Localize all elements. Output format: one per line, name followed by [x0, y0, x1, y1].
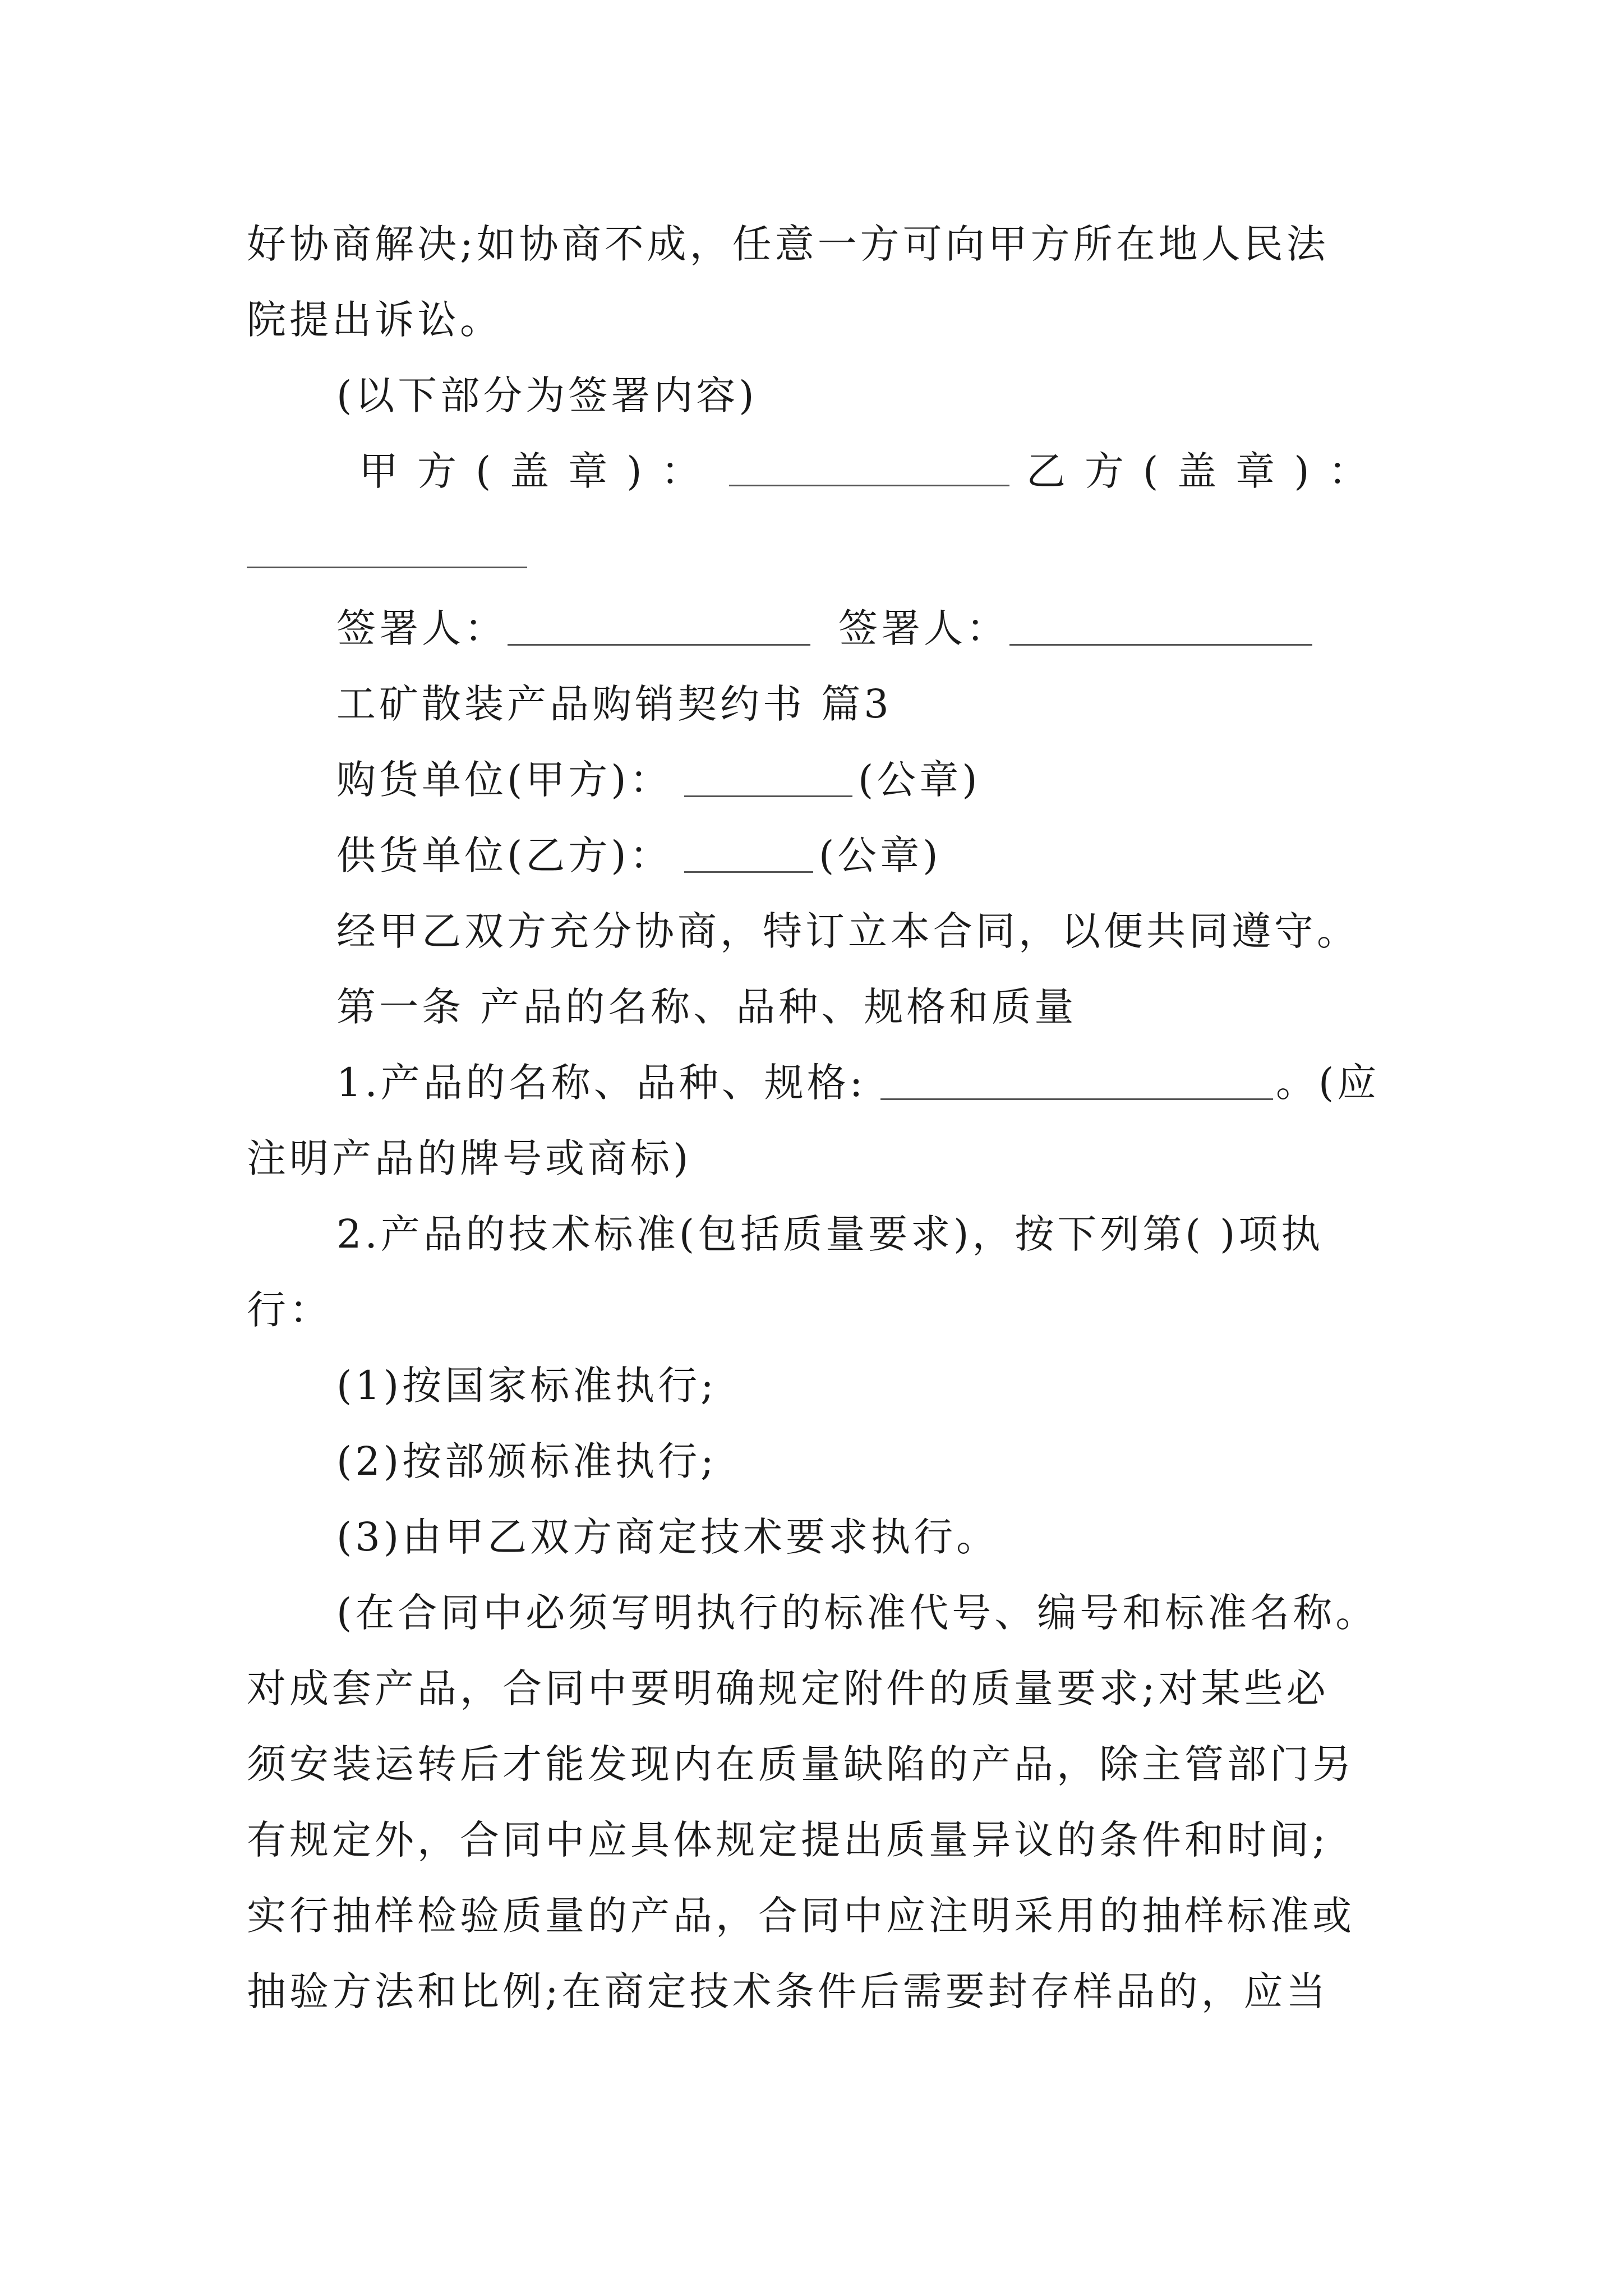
article-title: 第一条 产品的名称、品种、规格和质量	[336, 984, 1077, 1030]
list-item: (2)按部颁标准执行;	[336, 1438, 717, 1484]
paragraph-line: 须安装运转后才能发现内在质量缺陷的产品，除主管部门另	[247, 1741, 1355, 1787]
party-b-seal-label: 乙方(盖章)：	[1026, 448, 1387, 494]
buyer-blank	[684, 760, 852, 797]
supplier-blank	[684, 835, 813, 873]
paragraph-line: 经甲乙双方充分协商，特订立本合同，以便共同遵守。	[336, 908, 1359, 954]
paragraph-line: 行：	[247, 1287, 332, 1333]
signature-section-note: (以下部分为签署内容)	[336, 372, 758, 418]
party-a-seal-blank	[729, 449, 1009, 486]
paragraph-line: 抽验方法和比例;在商定技术条件后需要封存样品的，应当	[247, 1968, 1329, 2014]
paragraph-line: (在合同中必须写明执行的标准代号、编号和标准名称。	[336, 1590, 1378, 1636]
paragraph-line: 注明产品的牌号或商标)	[247, 1135, 692, 1181]
list-item: (1)按国家标准执行;	[336, 1363, 717, 1409]
paragraph-line: 院提出诉讼。	[247, 297, 502, 343]
signer-a-blank	[508, 608, 810, 646]
supplier-label: 供货单位(乙方)：	[336, 832, 672, 878]
signer-b-blank	[1009, 608, 1312, 646]
product-spec-label: 1.产品的名称、品种、规格:	[336, 1060, 866, 1106]
paragraph-line: 实行抽样检验质量的产品，合同中应注明采用的抽样标准或	[247, 1893, 1355, 1939]
supplier-seal: (公章)	[819, 832, 942, 878]
signer-b-label: 签署人：	[838, 605, 1009, 651]
product-spec-blank	[880, 1062, 1273, 1100]
paragraph-line: 有规定外，合同中应具体规定提出质量异议的条件和时间;	[247, 1817, 1329, 1863]
party-a-seal-label: 甲方(盖章)：	[359, 448, 720, 494]
party-b-seal-blank	[247, 567, 527, 568]
paragraph-line: 2.产品的技术标准(包括质量要求)，按下列第( )项执	[336, 1211, 1324, 1257]
section-title: 工矿散装产品购销契约书 篇3	[336, 681, 892, 727]
paragraph-line: 对成套产品，合同中要明确规定附件的质量要求;对某些必	[247, 1665, 1329, 1711]
paragraph-line: 。(应	[1276, 1060, 1380, 1106]
buyer-label: 购货单位(甲方)：	[336, 757, 672, 803]
buyer-seal: (公章)	[858, 757, 981, 803]
signer-a-label: 签署人：	[336, 605, 507, 651]
paragraph-line: 好协商解决;如协商不成，任意一方可向甲方所在地人民法	[247, 221, 1329, 267]
list-item: (3)由甲乙双方商定技术要求执行。	[336, 1514, 999, 1560]
